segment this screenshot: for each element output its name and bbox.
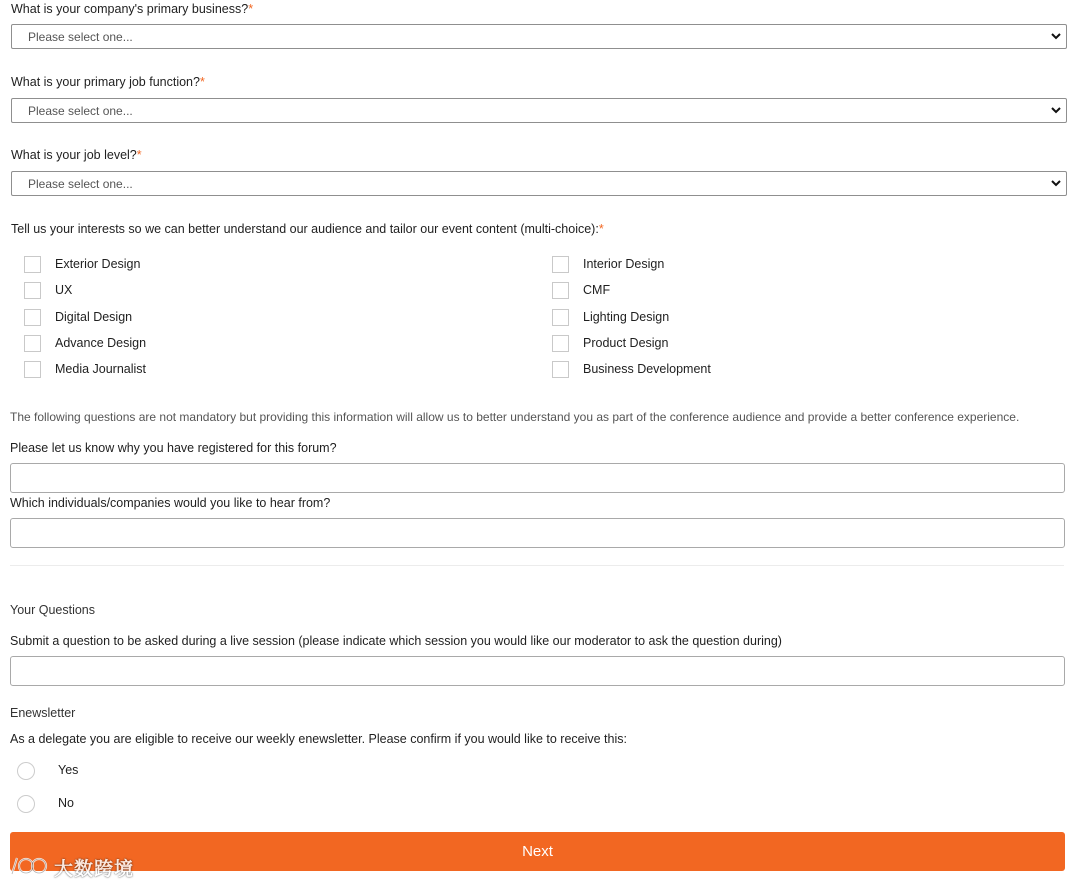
enewsletter-label: As a delegate you are eligible to receive our weekly enewsletter. Please confirm if you would like to receive this: bbox=[10, 732, 627, 746]
job-function-select[interactable] bbox=[11, 98, 1067, 123]
business-select[interactable] bbox=[11, 24, 1067, 49]
checkbox[interactable] bbox=[24, 335, 41, 352]
job-level-select[interactable] bbox=[11, 171, 1067, 196]
checkbox-label: Media Journalist bbox=[55, 362, 147, 376]
checkbox[interactable] bbox=[552, 282, 569, 299]
checkbox-label: Product Design bbox=[583, 336, 669, 350]
checkbox[interactable] bbox=[24, 309, 41, 326]
your-questions-title: Your Questions bbox=[10, 603, 96, 617]
interests-question-text: Tell us your interests so we can better understand our audience and tailor our event content (multi-choice): bbox=[11, 222, 599, 236]
checkbox[interactable] bbox=[24, 361, 41, 378]
interests-question-label bbox=[11, 222, 604, 236]
checkbox-label: Lighting Design bbox=[583, 310, 670, 324]
checkbox[interactable] bbox=[552, 256, 569, 273]
required-asterisk: * bbox=[598, 222, 604, 236]
radio-label: No bbox=[58, 796, 74, 810]
checkbox[interactable] bbox=[24, 282, 41, 299]
radio-button[interactable] bbox=[17, 762, 35, 780]
watermark-text: 大数跨境 bbox=[54, 859, 135, 880]
chevron-down-icon bbox=[1050, 103, 1062, 117]
checkbox[interactable] bbox=[552, 361, 569, 378]
your-questions-label: Submit a question to be asked during a live session (please indicate which session you would like our moderator to ask the question during) bbox=[10, 634, 782, 648]
checkbox-label: Exterior Design bbox=[55, 257, 141, 271]
checkbox-label: Advance Design bbox=[55, 336, 147, 350]
next-button[interactable]: Next bbox=[10, 832, 1065, 871]
job-level-select-value: Please select one... bbox=[28, 177, 133, 191]
optional-questions-note: The following questions are not mandatory but providing this information will allow us to better understand you as part of the conference audience and provide a better conference experience. bbox=[10, 410, 1020, 424]
chevron-down-icon bbox=[1050, 176, 1062, 190]
why-registered-input[interactable] bbox=[10, 463, 1065, 493]
chevron-down-icon bbox=[1050, 29, 1062, 43]
hear-from-input[interactable] bbox=[10, 518, 1065, 548]
job-level-question-text: What is your job level? bbox=[11, 148, 137, 162]
checkbox-label: Digital Design bbox=[55, 310, 133, 324]
session-question-input[interactable] bbox=[10, 656, 1065, 686]
watermark-logo-icon bbox=[8, 852, 52, 880]
checkbox-label: Interior Design bbox=[583, 257, 665, 271]
checkbox[interactable] bbox=[24, 256, 41, 273]
business-select-value: Please select one... bbox=[28, 30, 133, 44]
job-level-question-label bbox=[11, 148, 142, 162]
why-registered-label: Please let us know why you have registered for this forum? bbox=[10, 441, 337, 455]
enewsletter-title: Enewsletter bbox=[10, 706, 76, 720]
checkbox[interactable] bbox=[552, 335, 569, 352]
required-asterisk: * bbox=[199, 75, 205, 89]
radio-label: Yes bbox=[58, 763, 79, 777]
required-asterisk: * bbox=[248, 2, 254, 16]
hear-from-label: Which individuals/companies would you like to hear from? bbox=[10, 496, 331, 510]
checkbox-label: Business Development bbox=[583, 362, 711, 376]
job-function-question-label bbox=[11, 75, 205, 89]
job-function-question-text: What is your primary job function? bbox=[11, 75, 200, 89]
section-divider bbox=[10, 565, 1064, 566]
job-function-select-value: Please select one... bbox=[28, 104, 133, 118]
business-question-label bbox=[11, 2, 253, 16]
business-question-text: What is your company's primary business? bbox=[11, 2, 249, 16]
checkbox-label: CMF bbox=[583, 283, 611, 297]
radio-button[interactable] bbox=[17, 795, 35, 813]
required-asterisk: * bbox=[136, 148, 142, 162]
checkbox[interactable] bbox=[552, 309, 569, 326]
checkbox-label: UX bbox=[55, 283, 73, 297]
